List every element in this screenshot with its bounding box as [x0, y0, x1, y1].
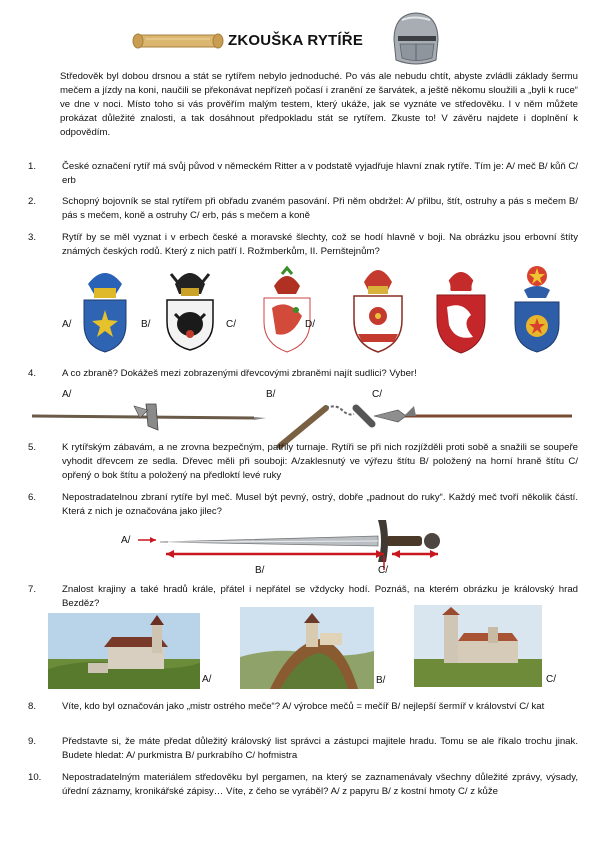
- question-number: 6.: [28, 492, 37, 503]
- page-title: ZKOUŠKA RYTÍŘE: [228, 32, 364, 49]
- glaive-icon: [374, 404, 574, 428]
- castle-photo-c: [414, 605, 542, 687]
- option-label-c: C/: [372, 389, 382, 400]
- option-label-b: B/: [141, 319, 151, 330]
- question-text: Nepostradatelným materiálem středověku byl pergamen, na který se zaznamenávaly všechny důležité zprávy, výsady, úřední záznamy, kronikářské zápisy… Víte, z čeho se vyráběl? A/ z papyru B/ z kostní hmoty C/ z kůže: [62, 772, 578, 797]
- question-number: 9.: [28, 736, 37, 747]
- coat-of-arms-f: [512, 262, 562, 354]
- question-number: 5.: [28, 442, 37, 453]
- option-label-b: B/: [266, 389, 276, 400]
- question-number: 2.: [28, 196, 37, 207]
- question-text: České označení rytíř má svůj původ v německém Ritter a v podstatě vyjadřuje hlavní znak rytíře. Tím je: A/ meč B/ kůň C/ erb: [62, 161, 578, 186]
- option-label-c: C/: [226, 319, 236, 330]
- question-text: K rytířským zábavám, a ne zrovna bezpečným, patřily turnaje. Rytíři se při nich rozjížděli proti sobě a snažili se soupeře vyhodit dřevcem ze sedla. Dřevec měli při souboji: A/zaklesnutý ve výřezu štítu B/ položený na horní hraně štítu C/ opřený o bok štítu a položený na předloktí levé ruky: [62, 442, 578, 481]
- coat-of-arms-c: [262, 268, 312, 354]
- question-text: Rytíř by se měl vyznat i v erbech české a moravské šlechty, což se hodí hlavně v boji. Na obrázku jsou erbovní štíty známých českých rodů. Který z nich patří I. Rožmberkům, II. Pernštejnům?: [62, 232, 578, 257]
- coat-of-arms-d: [348, 262, 408, 354]
- castle-photo-b: [240, 607, 374, 689]
- question-number: 10.: [28, 772, 42, 783]
- option-label-b: B/: [376, 675, 386, 686]
- option-label-b: B/: [255, 565, 265, 576]
- question-number: 4.: [28, 368, 37, 379]
- option-label-a: A/: [202, 674, 212, 685]
- option-label-a: A/: [121, 535, 131, 546]
- question-number: 7.: [28, 584, 37, 595]
- option-label-c: C/: [378, 565, 388, 576]
- coat-of-arms-b: [163, 262, 217, 352]
- intro-paragraph: Středověk byl dobou drsnou a stát se rytířem nebylo jednoduché. Po vás ale nebudu chtít, abyste zvládli základy šermu mečem a jízdy na koni, naučili se překonávat nepřízeň počasí i zranění ze šarvátek, a ještě někomu sloužili a „byli k ruce“ ve dne v noci. Místo toho si vás prověřím malým testem, který ukáže, jak se vyznáte ve středověku. I v něm můžete prokázat důležité znalosti, a tak dosáhnout předpokladu stát se rytířem. Zkuste to! V závěru najdete i doplnění k odpovědím.: [60, 71, 578, 138]
- question-number: 1.: [28, 161, 37, 172]
- question-text: Představte si, že máte předat důležitý královský list správci a zástupci majitele hradu. Tomu se ale říkalo trochu jinak. Budete hledat: A/ purkmistra B/ purkrabího C/ hofmistra: [62, 736, 578, 761]
- option-label-d: D/: [305, 319, 315, 330]
- castle-photo-a: [48, 613, 200, 689]
- option-label-a: A/: [62, 389, 72, 400]
- question-text: A co zbraně? Dokážeš mezi zobrazenými dřevcovými zbraněmi najít sudlici? Vyber!: [62, 368, 417, 379]
- question-number: 8.: [28, 701, 37, 712]
- sword-icon: [138, 512, 438, 582]
- question-number: 3.: [28, 232, 37, 243]
- option-label-c: C/: [546, 674, 556, 685]
- halberd-icon: [28, 396, 258, 436]
- scroll-icon: [132, 32, 224, 50]
- question-text: Nepostradatelnou zbraní rytíře byl meč. Musel být pevný, ostrý, dobře „padnout do ruky“. Každý meč tvoří několik částí. Která z nich je označována jako jilec?: [62, 492, 578, 517]
- option-label-a: A/: [62, 319, 72, 330]
- question-text: Schopný bojovník se stal rytířem při obřadu zvaném pasování. Při něm obdržel: A/ přilbu, štít, ostruhy a pás s mečem B/ pás s mečem, koně a ostruhy C/ erb, pás s mečem a koně: [62, 196, 578, 221]
- coat-of-arms-e: [433, 263, 489, 355]
- knight-helmet-icon: [386, 10, 446, 68]
- question-text: Znalost krajiny a také hradů krále, přátel i nepřátel se vždycky hodí. Poznáš, na kterém obrázku je královský hrad Bezděz?: [62, 584, 578, 609]
- question-text: Víte, kdo byl označován jako „mistr ostrého meče“? A/ výrobce mečů = mečíř B/ nejlepší šermíř v království C/ kat: [62, 701, 545, 712]
- coat-of-arms-a: [80, 266, 130, 354]
